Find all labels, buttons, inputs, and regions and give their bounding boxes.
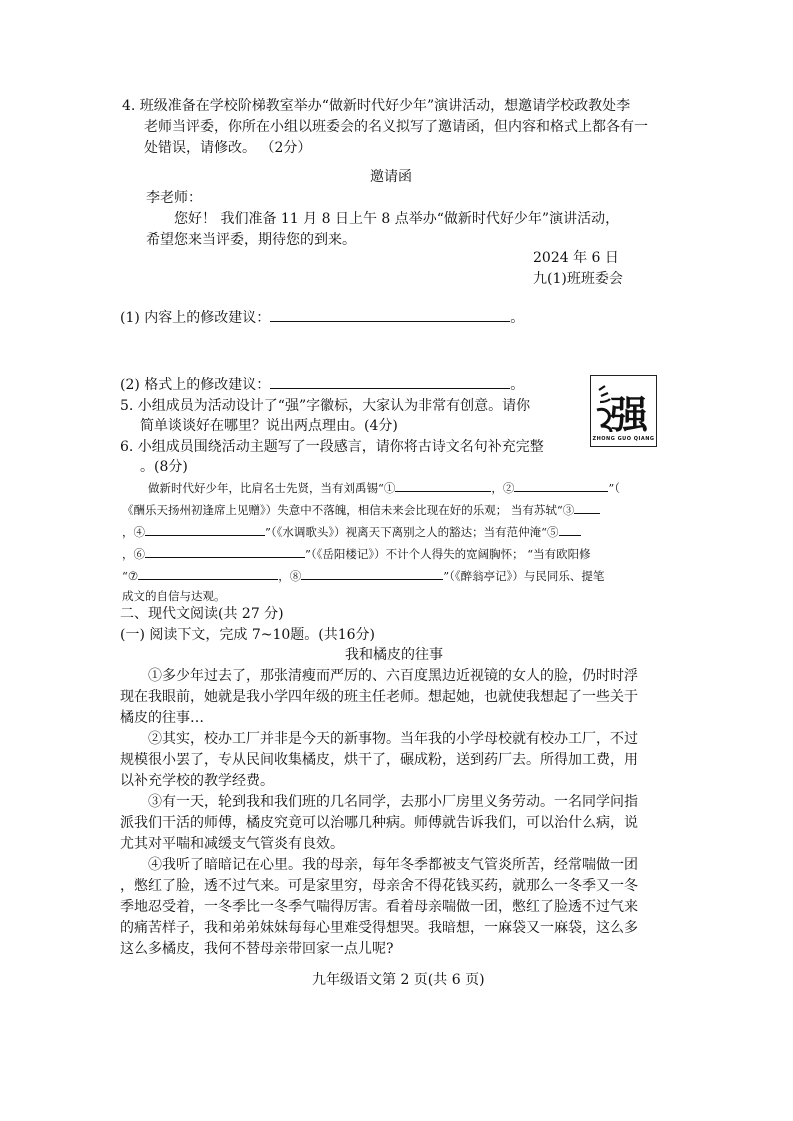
passage-p1-line-1: ①多少年过去了，那张清瘦而严厉的、六百度黑边近视镜的女人的脸，仍时时浮	[148, 668, 638, 684]
format-suggestion-label: (2) 格式上的修改建议：	[120, 377, 271, 393]
q4-line-3: 处错误，请修改。 （2分）	[144, 140, 312, 156]
section-2-heading: 二、现代文阅读(共 27 分)	[120, 606, 284, 622]
blank-5[interactable]	[559, 523, 581, 536]
letter-salutation: 李老师：	[146, 190, 202, 206]
poem-l5-text-a: “⑦	[122, 569, 139, 583]
poem-l5-text-b: ，⑧	[278, 569, 302, 583]
blank-7[interactable]	[138, 567, 278, 580]
letter-signature: 九(1)班班委会	[533, 271, 623, 287]
content-suggestion-end: 。	[510, 310, 525, 326]
content-suggestion	[120, 307, 524, 328]
content-suggestion-blank[interactable]	[270, 307, 510, 322]
format-suggestion-blank[interactable]	[270, 374, 510, 389]
poem-l3-text-a: ，④	[122, 525, 145, 539]
passage-p2-line-2: 规模很小罢了，专从民间收集橘皮，烘干了，碾成粉，送到药厂去。所得加工费，用	[120, 752, 638, 768]
content-suggestion-label: (1) 内容上的修改建议：	[120, 310, 271, 326]
passage-p2-line-3: 以补充学校的教学经费。	[120, 773, 274, 789]
blank-8[interactable]	[301, 567, 443, 580]
blank-3[interactable]	[574, 501, 600, 514]
passage-title: 我和橘皮的往事	[345, 647, 443, 663]
poem-line-4	[122, 544, 591, 564]
passage-p3-line-3: 尤其对平喘和减缓支气管炎有良效。	[120, 836, 344, 852]
poem-line-3	[122, 522, 581, 542]
section-2-subheading: (一) 阅读下文，完成 7~10题。(共16分)	[120, 627, 376, 643]
passage-p4-line-4: 的痛苦样子，我和弟弟妹妹每每心里难受得想哭。我暗想，一麻袋又一麻袋，这么多	[120, 920, 638, 936]
page-footer: 九年级语文第 2 页(共 6 页)	[312, 972, 485, 988]
q6-line-1: 6. 小组成员围绕活动主题写了一段感言，请你将古诗文名句补充完整	[120, 439, 544, 455]
blank-1[interactable]	[395, 479, 491, 492]
poem-l4-text-a: ，⑥	[122, 547, 145, 561]
letter-title: 邀请函	[370, 169, 412, 185]
letter-body-line-1: 您好！ 我们准备 11 月 8 日上午 8 点举办“做新时代好少年”演讲活动，	[174, 211, 620, 227]
format-suggestion-end: 。	[510, 377, 525, 393]
emblem-glyph: 强	[609, 392, 649, 437]
passage-p3-line-2: 派我们干活的师傅，橘皮究竟可以治哪几种病。师傅就告诉我们，可以治什么病，说	[120, 815, 638, 831]
poem-l3-text-b: ”（《水调歌头》）视离天下离别之人的豁达；当有范仲淹“⑤	[265, 525, 559, 539]
q4-line-2: 老师当评委，你所在小组以班委会的名义拟写了邀请函，但内容和格式上都各有一	[144, 119, 648, 135]
passage-p4-line-2: ，憋红了脸，透不过气来。可是家里穷，母亲舍不得花钱买药，就那么一冬季又一冬	[120, 878, 638, 894]
letter-body-line-2: 希望您来当评委，期待您的到来。	[146, 232, 356, 248]
passage-p1-line-2: 现在我眼前，她就是我小学四年级的班主任老师。想起她，也就使我想起了一些关于	[120, 689, 638, 705]
passage-p1-line-3: 橘皮的往事…	[120, 710, 204, 726]
blank-2[interactable]	[514, 479, 608, 492]
q4-line-1: 4. 班级准备在学校阶梯教室举办“做新时代好少年”演讲活动，想邀请学校政教处李	[122, 98, 631, 114]
passage-p4-line-1: ④我听了暗暗记在心里。我的母亲，每年冬季都被支气管炎所苦，经常喘做一团	[148, 857, 638, 873]
emblem-caption: ZHONG GUO QIANG	[592, 436, 655, 442]
poem-l4-text-b: ”（《岳阳楼记》）不计个人得失的宽阔胸怀； “当有欧阳修	[305, 547, 591, 561]
poem-line-5	[122, 566, 604, 586]
letter-date: 2024 年 6 日	[533, 250, 619, 266]
poem-l1-text-a: 做新时代好少年，比肩名士先贤，当有刘禹锡“①	[148, 481, 396, 495]
q5-line-2: 简单谈谈好在哪里？说出两点理由。(4分)	[140, 418, 398, 434]
poem-l1-text-c: ”（	[608, 481, 621, 495]
format-suggestion	[120, 374, 524, 395]
qiang-emblem-image	[590, 375, 657, 447]
passage-p4-line-3: 季地忍受着，一冬季比一冬季气喘得厉害。看着母亲喘做一团，憋红了脸透不过气来	[120, 899, 638, 915]
blank-4[interactable]	[145, 523, 265, 536]
poem-line-1	[148, 478, 620, 498]
passage-p2-line-1: ②其实，校办工厂并非是今天的新事物。当年我的小学母校就有校办工厂，不过	[148, 731, 638, 747]
q6-line-2: 。(8分)	[140, 459, 188, 475]
poem-l5-text-c: ”（《醉翁亭记》）与民同乐、提笔	[443, 569, 605, 583]
blank-6[interactable]	[145, 545, 305, 558]
poem-l2-text-a: 《酬乐天扬州初逢席上见赠》）失意中不落魄，相信未来会比现在好的乐观； 当有苏轼“③	[122, 503, 575, 517]
poem-line-6: 成文的自信与达观。	[122, 589, 226, 603]
q5-line-1: 5. 小组成员为活动设计了“强”字徽标，大家认为非常有创意。请你	[120, 398, 531, 414]
passage-p3-line-1: ③有一天，轮到我和我们班的几名同学，去那小厂房里义务劳动。一名同学问指	[148, 794, 638, 810]
poem-l1-text-b: ，②	[491, 481, 515, 495]
poem-line-2	[122, 500, 600, 520]
passage-p4-line-5: 这么多橘皮，我何不替母亲带回家一点儿呢?	[120, 941, 394, 957]
